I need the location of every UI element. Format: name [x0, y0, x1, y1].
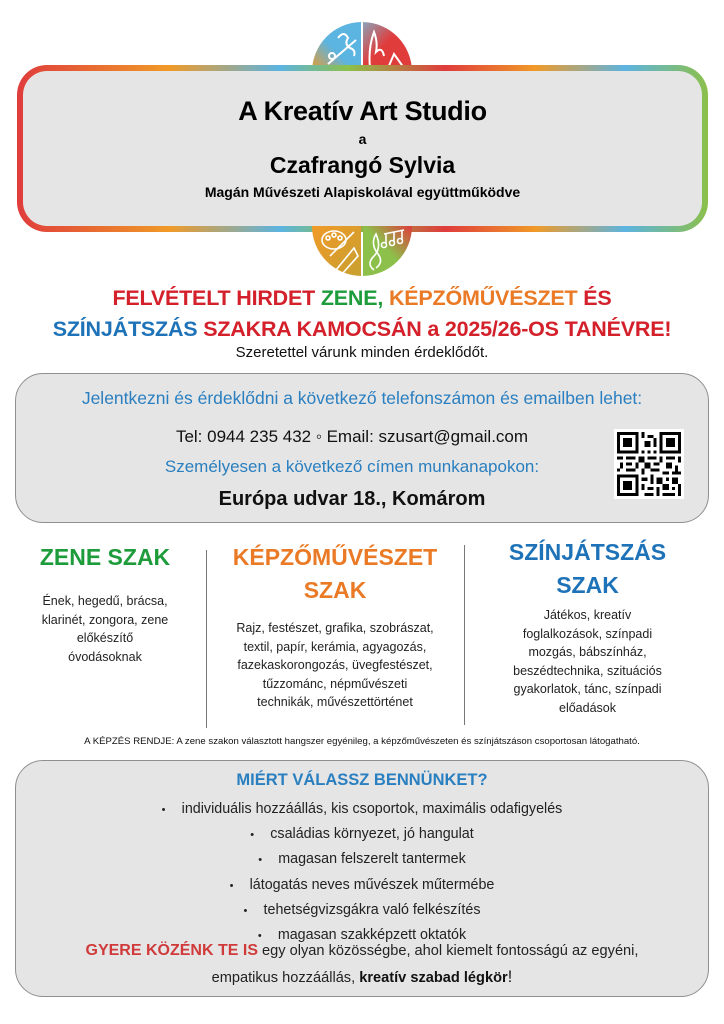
logo-bottom-half	[308, 226, 416, 280]
contact-personal: Személyesen a következő címen munkanapokon:	[164, 457, 540, 476]
description-line: beszédtechnika, szituációs	[513, 663, 662, 678]
list-item-text: tehetségvizsgákra való felkészítés	[263, 901, 481, 918]
course-title: SZAK	[556, 572, 619, 598]
headline-line-2	[0, 314, 724, 345]
course-description	[470, 606, 705, 717]
list-item-text: magasan felszerelt tantermek	[278, 851, 466, 868]
headline-part: KÉPZŐMŰVÉSZET	[388, 286, 584, 310]
headline-part: SZAKRA KAMOCSÁN a 2025/26-OS TANÉVRE!	[203, 317, 672, 341]
list-item	[16, 797, 708, 822]
course-description	[210, 619, 460, 712]
column-divider	[206, 550, 207, 728]
bullet-icon: •	[257, 930, 262, 943]
description-line: Játékos, kreatív	[543, 608, 632, 622]
description-line: Ének, hegedű, brácsa,	[42, 594, 168, 608]
cta-text: empatikus hozzáállás,	[211, 970, 360, 986]
training-schedule-note: A KÉPZÉS RENDJE: A zene szakon választott hangszer egyénileg, a képzőművészeten és színjátszáson csoportosan látogatható.	[84, 736, 640, 747]
description-line: mozgás, bábszínház,	[528, 645, 647, 659]
contact-box	[15, 373, 709, 523]
admission-headline	[0, 283, 724, 345]
why-choose-us-box	[15, 760, 709, 997]
contact-phone-email: Tel: 0944 235 432 ◦ Email: szusart@gmail.com	[175, 427, 529, 446]
headline-part: ZENE,	[320, 286, 389, 310]
description-line: előadások	[559, 700, 616, 715]
why-title: MIÉRT VÁLASSZ BENNÜNKET?	[236, 771, 488, 789]
cta-text: egy olyan közösségbe, ahol kiemelt fontosságú az egyéni,	[257, 943, 639, 959]
description-line: fazekaskorongozás, üvegfestészet,	[237, 658, 433, 672]
description-line: gyakorlatok, tánc, színpadi	[513, 682, 662, 696]
cta-line-2	[16, 964, 708, 991]
list-item-text: látogatás neves művészek műtermébe	[249, 876, 495, 893]
cta-line-1	[16, 938, 708, 964]
cta-bold-text: kreatív szabad légkör	[359, 970, 508, 986]
list-item-text: magasan szakképzett oktatók	[277, 927, 467, 944]
description-line: tűzzománc, népművészeti	[262, 676, 408, 691]
benefits-list	[16, 797, 708, 948]
bullet-icon: •	[243, 904, 248, 917]
banner-connector: a	[358, 130, 367, 147]
banner-subtitle: Magán Művészeti Alapiskolával együttműködve	[204, 183, 521, 200]
column-divider	[464, 545, 465, 725]
course-title: KÉPZŐMŰVÉSZET	[232, 544, 438, 570]
headline-part: ÉS	[583, 286, 612, 310]
logo-top-half	[308, 18, 416, 72]
description-line: klarinét, zongora, zene	[41, 612, 169, 627]
bullet-icon: •	[161, 804, 166, 816]
contact-intro: Jelentkezni és érdeklődni a következő telefonszámon és emailben lehet:	[81, 388, 643, 408]
course-music	[20, 541, 190, 666]
course-drama	[470, 536, 705, 717]
school-name: Czafrangó Sylvia	[269, 151, 456, 178]
description-line: textil, papír, kerámia, agyagozás,	[243, 639, 427, 654]
headline-line-1	[0, 283, 724, 314]
qr-code-icon[interactable]	[614, 429, 684, 499]
course-title: SZAK	[303, 577, 367, 603]
description-line: előkészítő	[76, 631, 134, 645]
description-line: óvodásoknak	[68, 649, 142, 664]
cta-highlight: GYERE KÖZÉNK TE IS	[85, 942, 258, 959]
course-description	[20, 592, 190, 666]
course-title: SZÍNJÁTSZÁS	[508, 539, 667, 565]
list-item	[16, 873, 708, 898]
headline-part: FELVÉTELT HIRDET	[112, 286, 321, 310]
list-item	[16, 822, 708, 847]
banner-content	[23, 71, 702, 226]
list-item-text: családias környezet, jó hangulat	[270, 826, 474, 843]
description-line: Rajz, festészet, grafika, szobrászat,	[236, 621, 434, 635]
list-item	[16, 847, 708, 872]
headline-part: SZÍNJÁTSZÁS	[52, 317, 204, 341]
call-to-action	[16, 938, 708, 991]
course-title: ZENE SZAK	[39, 544, 171, 570]
list-item-text: individuális hozzáállás, kis csoportok, maximális odafigyelés	[181, 801, 563, 817]
header-banner	[17, 65, 708, 232]
list-item	[16, 898, 708, 923]
bullet-icon: •	[258, 854, 263, 867]
course-fine-arts	[210, 541, 460, 712]
studio-title: A Kreatív Art Studio	[238, 95, 487, 126]
bullet-icon: •	[229, 879, 234, 892]
welcome-text: Szeretettel várunk minden érdeklődőt.	[235, 344, 489, 361]
bullet-icon: •	[250, 829, 255, 842]
description-line: technikák, művészettörténet	[257, 695, 413, 709]
description-line: foglalkozások, színpadi	[522, 626, 653, 641]
cta-exclamation: !	[507, 967, 513, 986]
contact-address: Európa udvar 18., Komárom	[218, 488, 486, 510]
